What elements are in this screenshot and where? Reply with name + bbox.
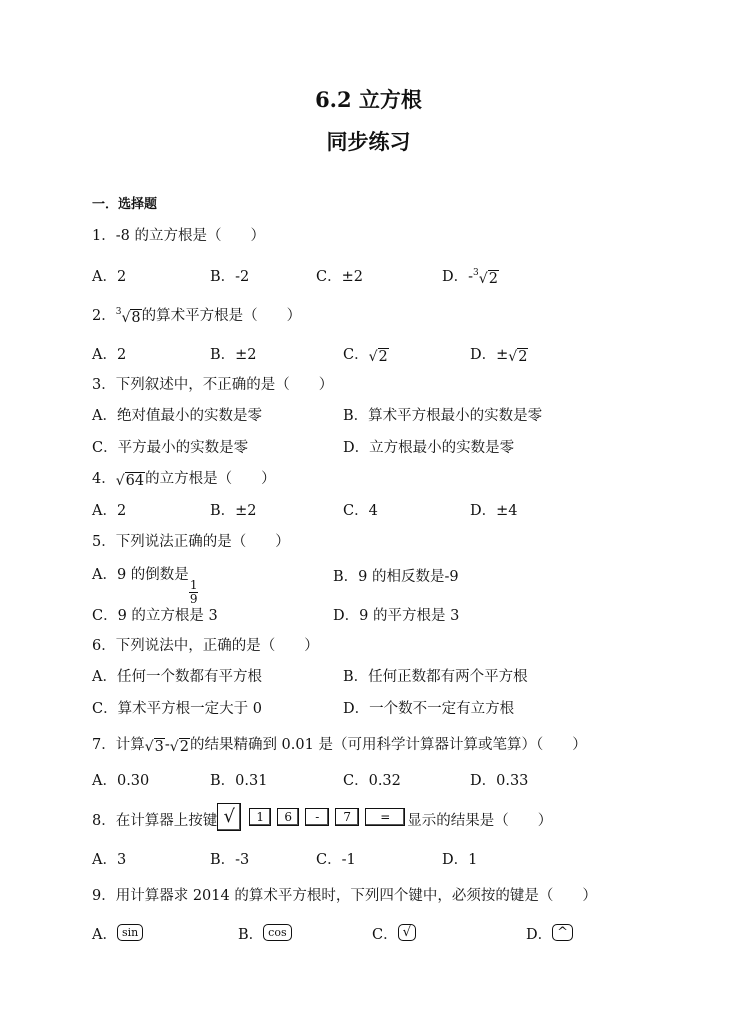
sqrt-key-icon: √ bbox=[217, 803, 241, 831]
q8-option-d: D．1 bbox=[442, 852, 478, 868]
question-8: 8．在计算器上按键 √ 1 6 - 7 = 显示的结果是（ ） bbox=[92, 803, 552, 831]
question-2: 2．$^3$√8的算术平方根是（ ） bbox=[92, 307, 302, 326]
q3-option-b: B．算术平方根最小的实数是零 bbox=[343, 408, 543, 424]
question-7: 7．计算√3-√2的结果精确到 0.01 是（可用科学计算器计算或笔算）（ ） bbox=[92, 737, 587, 755]
q7-option-c: C．0.32 bbox=[343, 773, 401, 789]
caret-key-icon: ^ bbox=[552, 924, 573, 941]
q8-option-a: A．3 bbox=[92, 852, 127, 868]
q6-option-b: B．任何正数都有两个平方根 bbox=[343, 669, 528, 685]
q3-option-a: A．绝对值最小的实数是零 bbox=[92, 408, 262, 424]
page-title: 6.2 立方根 bbox=[315, 87, 422, 112]
q5-option-c: C．9 的立方根是 3 bbox=[92, 608, 218, 624]
q4-option-d: D．±4 bbox=[470, 503, 518, 519]
q5-option-a: A．9 的倒数是 $\frac{1}{9}$ bbox=[92, 567, 198, 606]
q4-option-b: B．±2 bbox=[210, 503, 257, 519]
question-3: 3．下列叙述中，不正确的是（ ） bbox=[92, 377, 334, 393]
calc-key-6: 6 bbox=[277, 808, 299, 826]
cos-key-icon: cos bbox=[263, 924, 291, 941]
page-subtitle: 同步练习 bbox=[326, 129, 411, 154]
q1-option-a: A．2 bbox=[92, 269, 127, 285]
q8-option-b: B．-3 bbox=[210, 852, 250, 868]
question-1: 1．-8 的立方根是（ ） bbox=[92, 228, 265, 244]
calc-key-minus: - bbox=[305, 808, 329, 826]
q5-option-d: D．9 的平方根是 3 bbox=[333, 608, 460, 624]
question-5: 5．下列说法正确的是（ ） bbox=[92, 534, 290, 550]
q1-option-b: B．-2 bbox=[210, 269, 250, 285]
q7-option-a: A．0.30 bbox=[92, 773, 150, 789]
q1-option-d: D．-$^3$√2 bbox=[442, 268, 498, 287]
q6-option-a: A．任何一个数都有平方根 bbox=[92, 669, 262, 685]
q7-option-d: D．0.33 bbox=[470, 773, 529, 789]
question-9: 9．用计算器求 2014 的算术平方根时，下列四个键中，必须按的键是（ ） bbox=[92, 888, 597, 904]
q9-option-d: D． ^ bbox=[526, 923, 573, 944]
question-6: 6．下列说法中，正确的是（ ） bbox=[92, 638, 319, 654]
q1-option-c: C．±2 bbox=[316, 269, 363, 285]
sin-key-icon: sin bbox=[117, 924, 143, 941]
q3-option-d: D．立方根最小的实数是零 bbox=[343, 440, 515, 456]
calc-key-7: 7 bbox=[335, 808, 359, 826]
q2-option-c: C．√2 bbox=[343, 347, 388, 365]
q9-option-a: A． sin bbox=[92, 923, 143, 944]
question-4: 4．√64的立方根是（ ） bbox=[92, 471, 276, 489]
q2-option-d: D．±√2 bbox=[470, 347, 528, 365]
q3-option-c: C．平方最小的实数是零 bbox=[92, 440, 249, 456]
q9-option-c: C． √ bbox=[372, 923, 416, 944]
q8-option-c: C．-1 bbox=[316, 852, 356, 868]
calc-key-equals: = bbox=[365, 808, 405, 826]
q6-option-d: D．一个数不一定有立方根 bbox=[343, 701, 515, 717]
q9-option-b: B． cos bbox=[238, 923, 292, 944]
q5-option-b: B．9 的相反数是-9 bbox=[333, 569, 459, 585]
calc-key-1: 1 bbox=[249, 808, 271, 826]
section-heading: 一．选择题 bbox=[92, 197, 158, 212]
q4-option-a: A．2 bbox=[92, 503, 127, 519]
q4-option-c: C．4 bbox=[343, 503, 378, 519]
q7-option-b: B．0.31 bbox=[210, 773, 268, 789]
sqrt-key-icon: √ bbox=[398, 924, 416, 941]
q6-option-c: C．算术平方根一定大于 0 bbox=[92, 701, 262, 717]
q2-option-a: A．2 bbox=[92, 347, 127, 363]
q2-option-b: B．±2 bbox=[210, 347, 257, 363]
